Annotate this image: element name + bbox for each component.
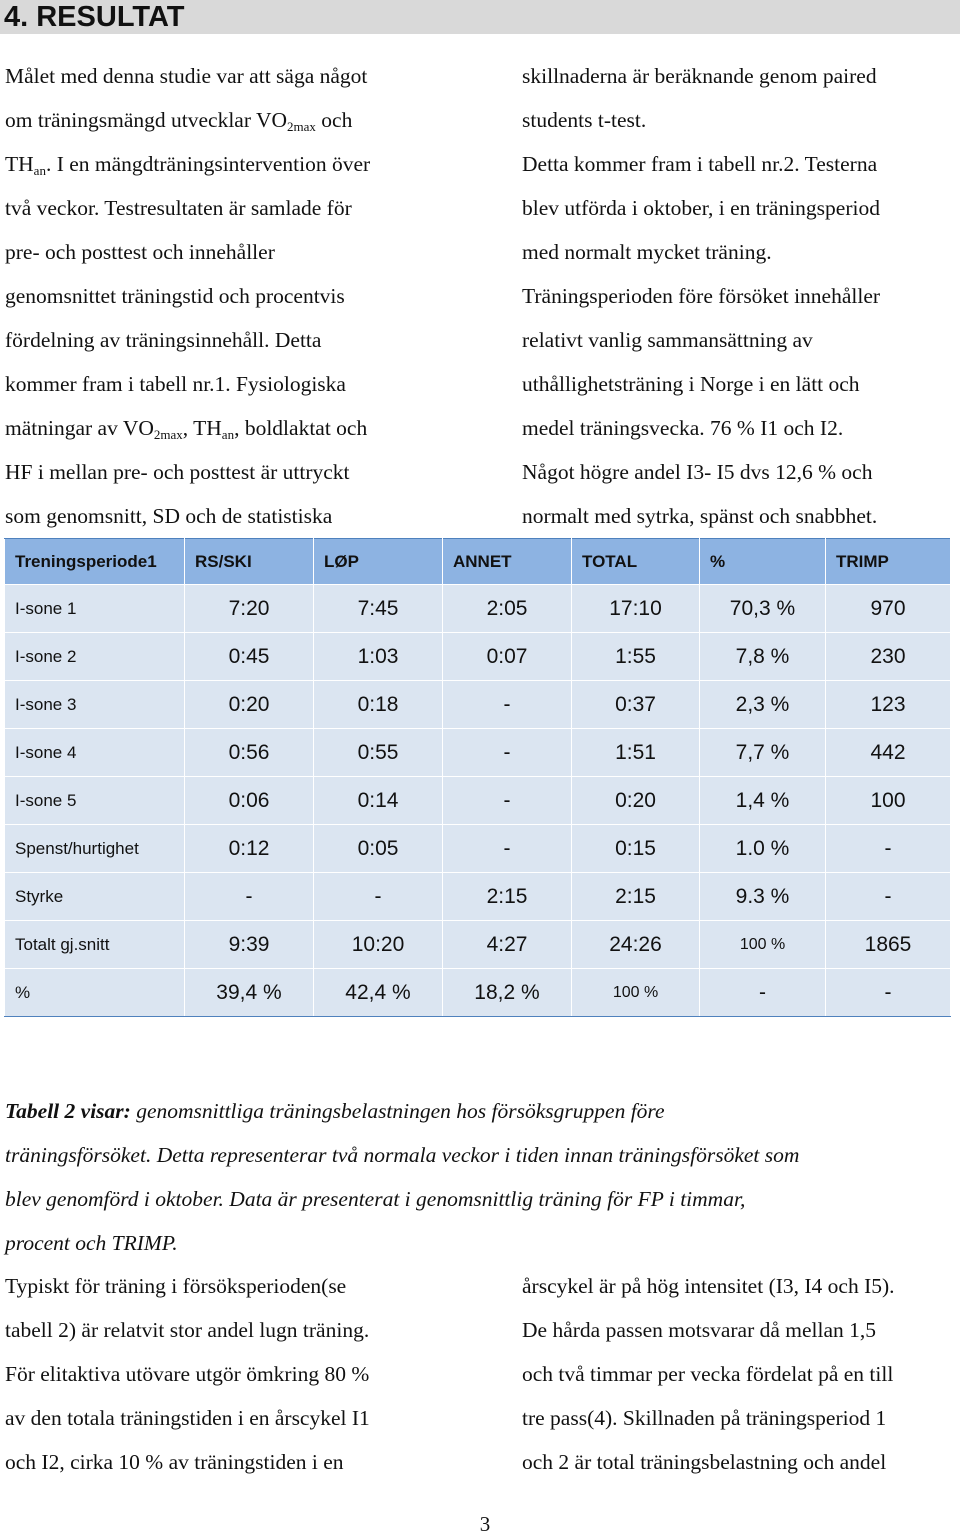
table-cell: 1,4 % <box>700 777 826 825</box>
text-line: relativt vanlig sammansättning av <box>522 328 813 352</box>
caption-line: träningsförsöket. Detta representerar två normala veckor i tiden innan träningsförsöket som <box>5 1143 800 1167</box>
table-cell: 17:10 <box>572 585 700 633</box>
table-header-cell: % <box>700 539 826 585</box>
table-row <box>5 921 951 969</box>
table-cell: 1:03 <box>314 633 443 681</box>
table-cell: 7:45 <box>314 585 443 633</box>
caption-line: procent och TRIMP. <box>5 1231 178 1255</box>
table-row <box>5 633 951 681</box>
table-cell: 39,4 % <box>185 969 314 1017</box>
table-cell: 70,3 % <box>700 585 826 633</box>
left-column-top <box>5 54 475 538</box>
text-line: som genomsnitt, SD och de statistiska <box>5 504 333 528</box>
page-number: 3 <box>479 1512 491 1536</box>
table-cell: 100 <box>826 777 951 825</box>
text-line: tre pass(4). Skillnaden på träningsperiod 1 <box>522 1406 887 1430</box>
text-line: skillnaderna är beräknande genom paired <box>522 64 877 88</box>
table-cell: 0:12 <box>185 825 314 873</box>
table-cell: 1865 <box>826 921 951 969</box>
training-table <box>4 538 951 1017</box>
text-line: Något högre andel I3- I5 dvs 12,6 % och <box>522 460 873 484</box>
text-line: och två timmar per vecka fördelat på en till <box>522 1362 894 1386</box>
text-line: om träningsmängd utvecklar $VO_{2max}$ och <box>5 108 353 134</box>
table-cell: 0:20 <box>185 681 314 729</box>
table-cell: - <box>443 729 572 777</box>
text-line: Typiskt för träning i försöksperioden(se <box>5 1274 347 1298</box>
table-cell: - <box>700 969 826 1017</box>
table-header-cell: TOTAL <box>572 539 700 585</box>
table-cell: 0:06 <box>185 777 314 825</box>
table-row <box>5 681 951 729</box>
table-cell: 7,8 % <box>700 633 826 681</box>
table-cell: 0:07 <box>443 633 572 681</box>
table-header-row <box>5 539 951 585</box>
table-cell: 970 <box>826 585 951 633</box>
text-line: HF i mellan pre- och posttest är uttryckt <box>5 460 350 484</box>
table-cell: - <box>826 825 951 873</box>
table-cell: 10:20 <box>314 921 443 969</box>
text-line: pre- och posttest och innehåller <box>5 240 275 264</box>
text-line: students t-test. <box>522 108 647 132</box>
table-cell: 0:15 <box>572 825 700 873</box>
text-line: genomsnittet träningstid och procentvis <box>5 284 345 308</box>
table-cell: 24:26 <box>572 921 700 969</box>
table-cell: 230 <box>826 633 951 681</box>
table-cell: 2:15 <box>572 873 700 921</box>
text-line: Träningsperioden före försöket innehåller <box>522 284 881 308</box>
table-row-label: I-sone 4 <box>5 729 185 777</box>
table-cell: - <box>314 873 443 921</box>
text-line: uthållighetsträning i Norge i en lätt och <box>522 372 860 396</box>
section-heading: 4. RESULTAT <box>0 0 960 34</box>
table-cell: - <box>443 777 572 825</box>
table-cell: - <box>826 969 951 1017</box>
table-row <box>5 585 951 633</box>
text-line: medel träningsvecka. 76 % I1 och I2. <box>522 416 844 440</box>
caption-line: blev genomförd i oktober. Data är presenterat i genomsnittlig träning för FP i timmar, <box>5 1187 746 1211</box>
table-cell: 100 % <box>700 921 826 969</box>
table-header-cell: RS/SKI <box>185 539 314 585</box>
table-cell: - <box>185 873 314 921</box>
table-cell: 0:14 <box>314 777 443 825</box>
table-row-label: I-sone 2 <box>5 633 185 681</box>
table-cell: 7:20 <box>185 585 314 633</box>
caption-line: Tabell 2 visar: genomsnittliga träningsbelastningen hos försöksgruppen före <box>5 1099 665 1123</box>
table-cell: 18,2 % <box>443 969 572 1017</box>
right-column-bottom <box>522 1264 958 1484</box>
table-cell: 442 <box>826 729 951 777</box>
table-cell: 2:15 <box>443 873 572 921</box>
table-row <box>5 729 951 777</box>
text-line: och 2 är total träningsbelastning och andel <box>522 1450 887 1474</box>
right-column-top <box>522 54 958 538</box>
table-row-label: Totalt gj.snitt <box>5 921 185 969</box>
text-line: och I2, cirka 10 % av träningstiden i en <box>5 1450 344 1474</box>
text-line: normalt med sytrka, spänst och snabbhet. <box>522 504 878 528</box>
table-header-cell: Treningsperiode1 <box>5 539 185 585</box>
table-row-label: I-sone 5 <box>5 777 185 825</box>
table-cell: 123 <box>826 681 951 729</box>
table-row <box>5 825 951 873</box>
table-row-label: Spenst/hurtighet <box>5 825 185 873</box>
table-cell: 42,4 % <box>314 969 443 1017</box>
table-cell: 2:05 <box>443 585 572 633</box>
text-line: mätningar av $VO_{2max}$, $TH_{an}$, boldlaktat och <box>5 416 368 442</box>
table-row-label: % <box>5 969 185 1017</box>
table-cell: 2,3 % <box>700 681 826 729</box>
table-header-cell: LØP <box>314 539 443 585</box>
text-line: fördelning av träningsinnehåll. Detta <box>5 328 322 352</box>
table-row-label: Styrke <box>5 873 185 921</box>
table-row <box>5 777 951 825</box>
table-cell: 1:55 <box>572 633 700 681</box>
table-cell: - <box>443 681 572 729</box>
text-line: årscykel är på hög intensitet (I3, I4 och I5). <box>522 1274 895 1298</box>
table-cell: 1:51 <box>572 729 700 777</box>
table-cell: 0:37 <box>572 681 700 729</box>
table-cell: 9:39 <box>185 921 314 969</box>
text-line: tabell 2) är relatvit stor andel lugn träning. <box>5 1318 370 1342</box>
text-line: blev utförda i oktober, i en träningsperiod <box>522 196 880 220</box>
table-cell: 9.3 % <box>700 873 826 921</box>
text-line: Målet med denna studie var att säga något <box>5 64 368 88</box>
table-cell: 0:18 <box>314 681 443 729</box>
table-cell: 0:20 <box>572 777 700 825</box>
left-column-bottom <box>5 1264 475 1484</box>
text-line: av den totala träningstiden i en årscykel I1 <box>5 1406 370 1430</box>
table-header-cell: TRIMP <box>826 539 951 585</box>
table-row <box>5 873 951 921</box>
table-cell: 100 % <box>572 969 700 1017</box>
table-cell: 7,7 % <box>700 729 826 777</box>
text-line: kommer fram i tabell nr.1. Fysiologiska <box>5 372 346 396</box>
table-row-label: I-sone 1 <box>5 585 185 633</box>
text-line: De hårda passen motsvarar då mellan 1,5 <box>522 1318 877 1342</box>
table-cell: 0:56 <box>185 729 314 777</box>
table-cell: - <box>826 873 951 921</box>
table-cell: 0:55 <box>314 729 443 777</box>
table-row <box>5 969 951 1017</box>
text-line: två veckor. Testresultaten är samlade för <box>5 196 352 220</box>
table-caption <box>5 1089 955 1265</box>
text-line: Detta kommer fram i tabell nr.2. Testerna <box>522 152 878 176</box>
table-cell: - <box>443 825 572 873</box>
table-cell: 0:45 <box>185 633 314 681</box>
text-line: med normalt mycket träning. <box>522 240 772 264</box>
table-header-cell: ANNET <box>443 539 572 585</box>
table-cell: 1.0 % <box>700 825 826 873</box>
table-cell: 4:27 <box>443 921 572 969</box>
table-row-label: I-sone 3 <box>5 681 185 729</box>
text-line: För elitaktiva utövare utgör ömkring 80 % <box>5 1362 370 1386</box>
table-cell: 0:05 <box>314 825 443 873</box>
text-line: $TH_{an}$. I en mängdträningsintervention över <box>5 152 371 178</box>
